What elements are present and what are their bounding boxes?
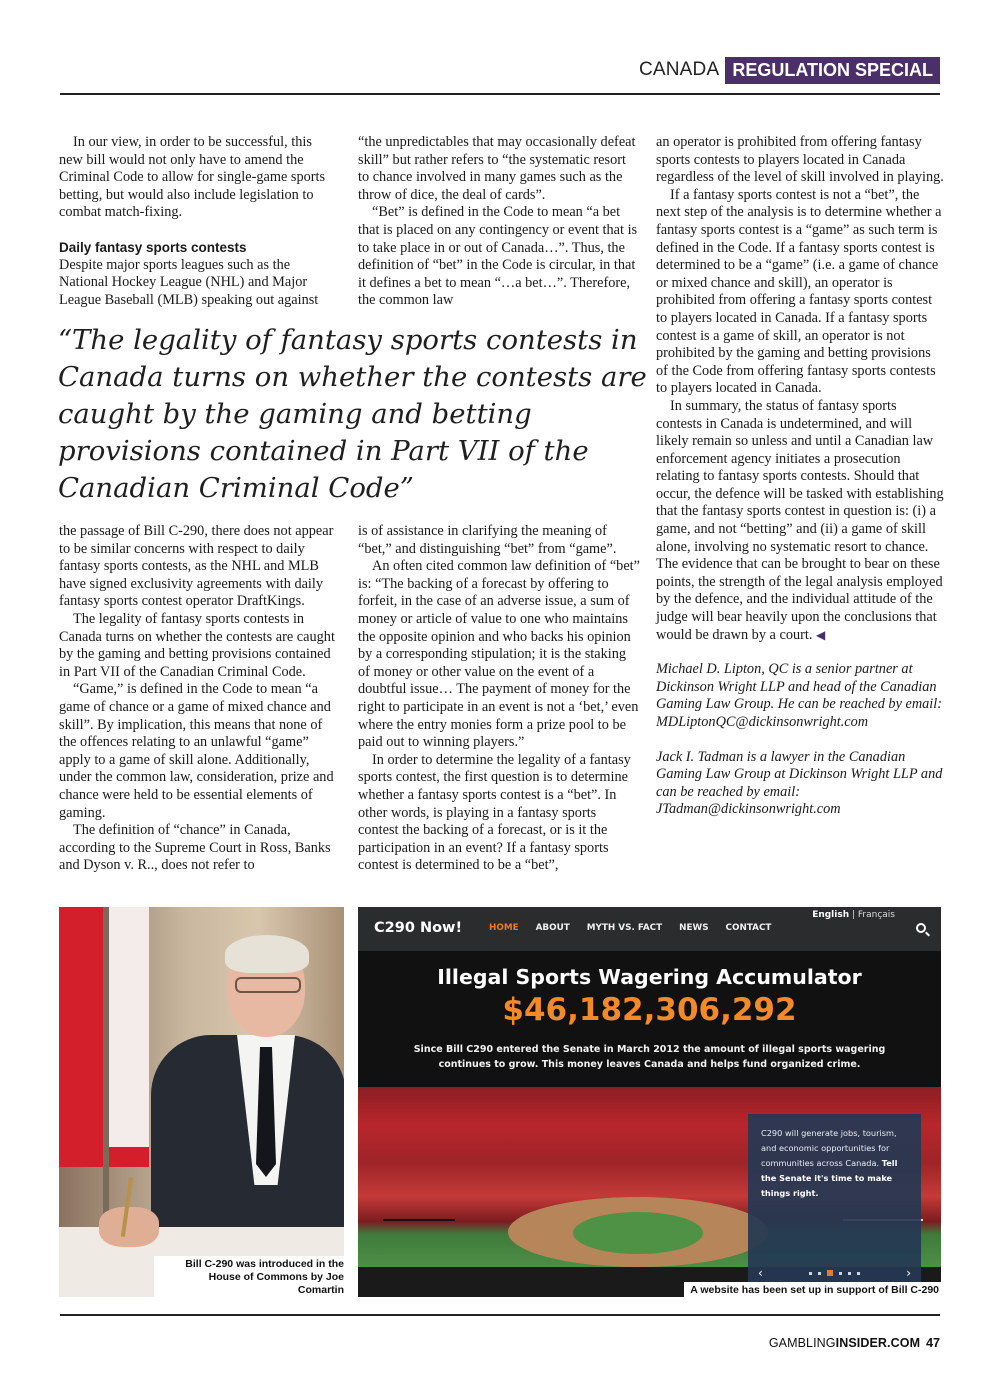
slider-pager: [748, 1262, 921, 1284]
page-footer: [769, 1336, 940, 1350]
column-1-bottom: [59, 523, 339, 875]
language-switcher: [812, 910, 895, 920]
column-2-bottom: [358, 523, 640, 875]
paragraph: In order to determine the legality of a fantasy sports contest, the first question is to determine whether a fantasy sports contest is a “bet”. In other words, is playing in a fantasy sports contest the backing of a forecast, or is it the participation in an event? If a fantasy sports contest is determined to be a “bet”,: [358, 751, 631, 874]
top-rule: [60, 93, 940, 95]
slider-dot-active[interactable]: [827, 1270, 833, 1276]
website-caption: A website has been set up in support of Bill C-290: [684, 1282, 941, 1297]
paragraph: an operator is prohibited from offering fantasy sports contests to players located in Canada regardless of the level of skill involved in playing.: [656, 134, 944, 186]
paragraph: “Game,” is defined in the Code to mean “a game of chance or a game of mixed chance and skill”. By implication, this means that none of the offences relating to an unlawful “game” apply to a game of skill alone. Additionally, under the common law, consideration, prize and chance were held to be essential elements of gaming.: [59, 681, 334, 821]
slider-dot[interactable]: [848, 1272, 851, 1275]
slider-line-left: [383, 1219, 455, 1221]
paragraph: The legality of fantasy sports contests in Canada turns on whether the contests are caught by the gaming and betting provisions contained in Part VII of the Canadian Criminal Code.: [59, 610, 335, 680]
footer-brand: [769, 1336, 920, 1350]
paragraph-text: In summary, the status of fantasy sports contests in Canada is undetermined, and will likely remain so unless and until a Canadian law enforcement agency initiates a prosecution relating to fantasy sports contests. Should that occur, the defence will be tasked with establishing that the fantasy sports contest in question is: (i) a game, and not “betting” and (ii) a game of skill alone, involving no systematic resort to chance. The evidence that can be brought to bear on these points, the strength of the legal analysis employed by the defence, and the individual attitude of the judge will bear heavily upon the conclusions that would be drawn by a court.: [656, 397, 944, 643]
section-tag: REGULATION SPECIAL: [725, 57, 940, 84]
lang-separator: |: [849, 910, 858, 920]
prev-arrow-icon[interactable]: ‹: [758, 1266, 763, 1280]
slider-dot[interactable]: [818, 1272, 821, 1275]
lang-english[interactable]: English: [812, 910, 850, 920]
column-3: [656, 134, 944, 819]
paragraph: “Bet” is defined in the Code to mean “a bet that is placed on any contingency or event that is to take place in or out of Canada…”. Thus, the definition of “bet” in the Code is circular, in that it defines a bet to mean “…a bet…”. Therefore, the common law: [358, 204, 638, 309]
wager-amount: $46,182,306,292: [502, 992, 797, 1028]
slider-dot[interactable]: [857, 1272, 860, 1275]
man-hair: [225, 935, 309, 973]
end-mark-icon: ◀: [816, 627, 826, 642]
column-1-top: [59, 134, 339, 309]
site-nav-bar: [358, 907, 941, 951]
slider-dot[interactable]: [839, 1272, 842, 1275]
info-call-to-action[interactable]: Tell the Senate it's time to make things right.: [761, 1158, 898, 1198]
author-bio: Michael D. Lipton, QC is a senior partner at Dickinson Wright LLP and head of the Canadian Gaming Law Group. He can be reached by email: MDLiptonQC@dickinsonwright.com: [656, 661, 943, 730]
pull-quote: “The legality of fantasy sports contests in Canada turns on whether the contests are caught by the gaming and betting provisions contained in Part VII of the Canadian Criminal Code”: [58, 324, 647, 504]
info-text: C290 will generate jobs, tourism, and economic opportunities for communities across Canada.: [761, 1128, 897, 1168]
author-bio: Jack I. Tadman is a lawyer in the Canadian Gaming Law Group at Dickinson Wright LLP and can be reached by email: JTadman@dickinsonwright.com: [656, 748, 943, 818]
nav-contact[interactable]: CONTACT: [725, 923, 772, 933]
paragraph: “the unpredictables that may occasionally defeat skill” but rather refers to “the systematic resort to chance involved in many games such as the throw of dice, the deal of cards”.: [358, 134, 636, 203]
info-box: [748, 1114, 921, 1284]
paragraph: If a fantasy sports contest is not a “bet”, the next step of the analysis is to determine whether a fantasy sports contest is a “game” as such term is defined in the Code. If a fantasy sports contest is determined to be a “game” (i.e. a game of chance or mixed chance and skill), an operator is prohibited from offering a fantasy sports contest to players located in Canada. If a fantasy sports contest is a game of skill, an operator is not prohibited by the gaming and betting provisions of the Code from offering fantasy sports contests to players located in Canada.: [656, 186, 942, 397]
brand-insider: INSIDER: [835, 1336, 888, 1350]
photo-bill-signing: [59, 907, 344, 1297]
paragraph: the passage of Bill C-290, there does not appear to be similar concerns with respect to daily fantasy sports contests, as the NHL and MLB have signed exclusivity agreements with daily fantasy sports contest operator DraftKings.: [59, 523, 334, 610]
section-header: [639, 56, 940, 84]
paragraph: The definition of “chance” in Canada, according to the Supreme Court in Ross, Banks and Dyson v. R.., does not refer to: [59, 822, 331, 874]
bottom-rule: [60, 1314, 940, 1316]
subheading: Daily fantasy sports contests: [59, 239, 247, 255]
hero-subtitle: Since Bill C290 entered the Senate in March 2012 the amount of illegal sports wagering continues to grow. This money leaves Canada and helps fund organized crime.: [413, 1044, 886, 1070]
search-icon[interactable]: [916, 923, 926, 933]
nav-home[interactable]: HOME: [489, 923, 519, 933]
hero-title: Illegal Sports Wagering Accumulator: [437, 965, 862, 989]
site-logo[interactable]: C290 Now!: [374, 920, 463, 936]
infield-grass: [573, 1212, 703, 1254]
paragraph: Despite major sports leagues such as the National Hockey League (NHL) and Major League Baseball (MLB) speaking out against: [59, 256, 319, 308]
man-hand: [99, 1207, 159, 1247]
nav-news[interactable]: NEWS: [679, 923, 709, 933]
brand-gambling: GAMBLING: [768, 1336, 836, 1350]
slider-dot[interactable]: [809, 1272, 812, 1275]
nav-myth-vs-fact[interactable]: MYTH VS. FACT: [586, 923, 663, 933]
nav-about[interactable]: ABOUT: [535, 923, 570, 933]
column-2-top: [358, 134, 640, 310]
lang-french[interactable]: Français: [857, 910, 895, 920]
photo-caption: Bill C-290 was introduced in the House of Commons by Joe Comartin: [154, 1256, 344, 1297]
section-label: CANADA: [638, 59, 720, 80]
flag-white-band: [103, 907, 149, 1147]
next-arrow-icon[interactable]: ›: [906, 1266, 911, 1280]
site-nav-menu: [489, 923, 771, 933]
brand-com: .COM: [887, 1336, 921, 1350]
page-number: 47: [926, 1336, 940, 1350]
website-screenshot: [358, 907, 941, 1297]
paragraph: An often cited common law definition of “bet” is: “The backing of a forecast by offering to forfeit, in the case of an adverse issue, a sum of money or article of value to one who maintains the opposite opinion and who backs his opinion by a corresponding stipulation; it is the staking of money or other value on the event of a doubtful issue… The payment of money for the right to participate in an event is not a ‘bet,’ even where the entry monies form a prize pool to be paid out to winning players.”: [358, 558, 640, 751]
glasses: [235, 977, 301, 993]
paragraph: is of assistance in clarifying the meaning of “bet,” and distinguishing “bet” from “game”.: [358, 523, 617, 557]
slider-dots: [809, 1270, 860, 1276]
paragraph: [656, 398, 944, 644]
paragraph: In our view, in order to be successful, this new bill would not only have to amend the Criminal Code to allow for single-game sports betting, but would also include legislation to combat match-fixing.: [59, 134, 326, 221]
